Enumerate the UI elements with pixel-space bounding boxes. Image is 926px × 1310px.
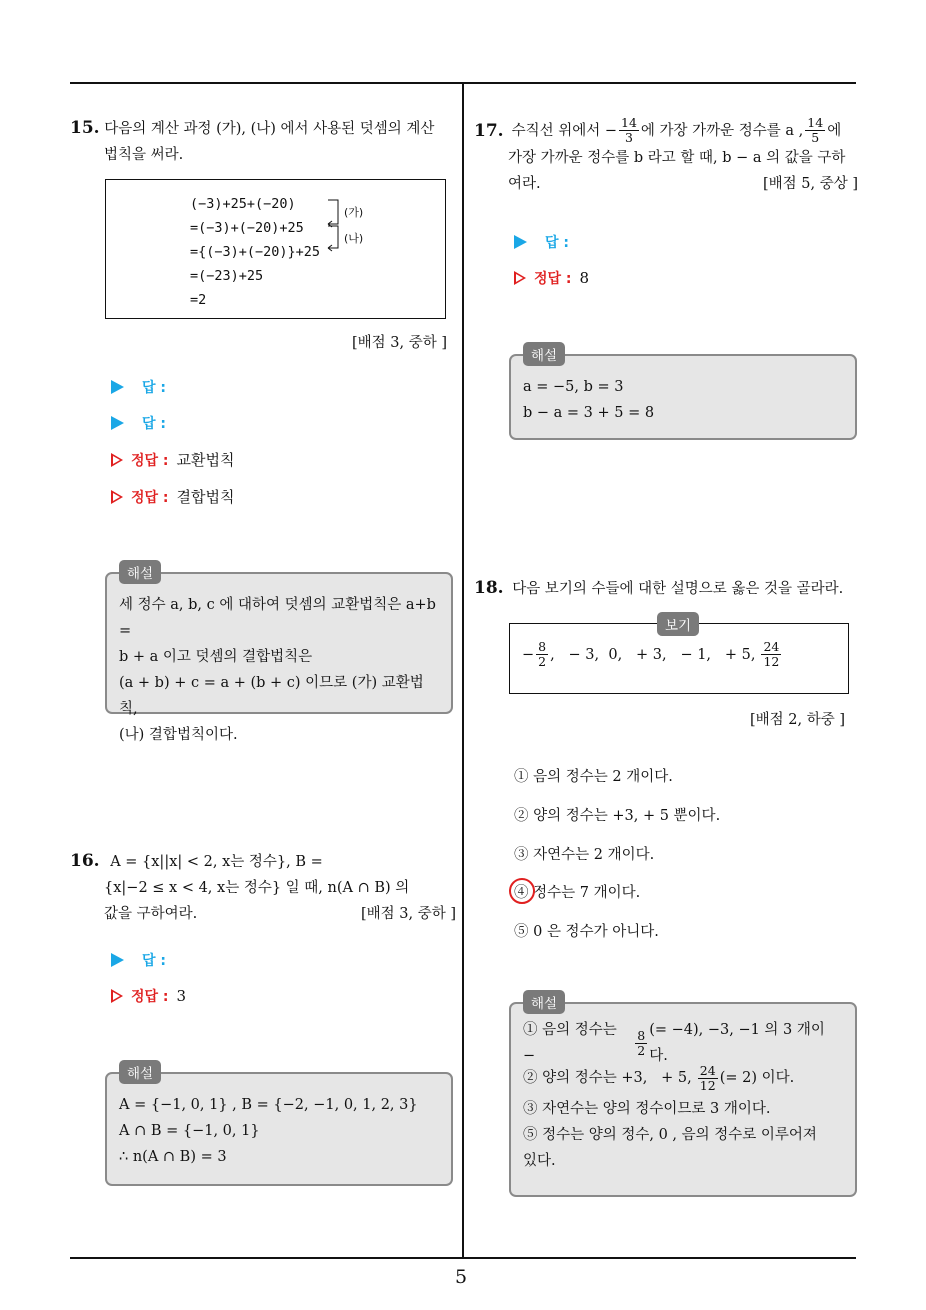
fraction-numerator: 8 (538, 639, 547, 654)
q16-text-line3: 값을 구하여라. (104, 906, 198, 922)
q16-score: [배점 3, 중하 ] (360, 906, 456, 922)
q17-question (474, 116, 858, 197)
page-number: 5 (455, 1266, 468, 1288)
calc-line: =(−23)+25 (190, 268, 264, 284)
correct-arrow-icon (111, 989, 123, 1003)
calc-line: =(−3)+(−20)+25 (190, 220, 304, 236)
q15-correct-row-1 (111, 449, 235, 470)
q18-question (474, 575, 864, 602)
q18-solution-tag: 해설 (523, 990, 565, 1014)
solution-line: A ∩ B = {−1, 0, 1} (119, 1123, 260, 1139)
q18-option-3[interactable]: ③ 자연수는 2 개이다. (514, 847, 655, 863)
fraction-numerator: 24 (699, 1062, 716, 1078)
q16-solution-tag: 해설 (119, 1060, 161, 1084)
solution-line: b + a 이고 덧셈의 결합법칙은 (119, 649, 313, 665)
calc-line: (−3)+25+(−20) (190, 196, 296, 212)
q16-number: 16. (70, 851, 100, 871)
q17-answer-row (514, 232, 569, 252)
solution-line: (a + b) + c = a + (b + c) 이므로 (가) 교환법칙, (119, 675, 424, 717)
solution-fraction-1 (635, 1029, 647, 1058)
correct-label: 정답 : (534, 271, 572, 287)
answer-label: 답 : (142, 953, 166, 969)
solution-line: a = −5, b = 3 (523, 379, 624, 395)
solution-line: 세 정수 a, b, c 에 대하여 덧셈의 교환법칙은 a+b = (119, 597, 436, 639)
calc-line: ={(−3)+(−20)}+25 (190, 244, 321, 260)
fraction-numerator: 14 (807, 115, 824, 130)
fraction-denominator: 2 (637, 1042, 646, 1058)
q18-option-1[interactable]: ① 음의 정수는 2 개이다. (514, 769, 673, 785)
solution-line: (나) 결합법칙이다. (119, 727, 238, 743)
fraction-denominator: 2 (538, 654, 547, 669)
correct-label: 정답 : (131, 452, 169, 469)
column-divider (462, 82, 464, 1258)
solution-line: b − a = 3 + 5 = 8 (523, 405, 655, 421)
q15-calc-lines (190, 192, 320, 312)
q18-option-4[interactable]: ④ 정수는 7 개이다. (514, 885, 641, 901)
correct-arrow-icon (514, 271, 526, 285)
q17-fraction-2 (805, 116, 825, 145)
solution-line: 있다. (523, 1153, 556, 1169)
q15-bracket-arrows (324, 198, 344, 258)
selected-answer-circle-icon (509, 878, 535, 904)
q15-label-ga: (가) (344, 206, 364, 219)
q15-answer-row-1 (111, 377, 166, 397)
solution-line: ∴ n(A ∩ B) = 3 (119, 1149, 227, 1165)
q16-solution-box (105, 1072, 453, 1186)
q17-text-line2: 가장 가까운 정수를 b 라고 할 때, b − a 의 값을 구하 (508, 150, 846, 166)
q17-solution-tag: 해설 (523, 342, 565, 366)
q15-text-line2: 법칙을 써라. (104, 147, 184, 163)
solution-line (523, 1022, 843, 1064)
solution-line-1b: (= −4), −3, −1 의 3 개이다. (649, 1022, 825, 1064)
answer-label: 답 : (142, 380, 166, 396)
bogi-middle-values: , − 3, 0, + 3, − 1, + 5, (550, 646, 756, 663)
answer-arrow-icon (111, 416, 124, 430)
q17-correct-answer: 8 (579, 269, 590, 287)
correct-arrow-icon (111, 490, 123, 504)
q18-bogi-tag: 보기 (657, 612, 699, 636)
q17-solution-box (509, 354, 857, 440)
q16-text-line1: A = {x||x| < 2, x는 정수}, B = (110, 854, 323, 870)
q15-correct-answer-2: 결합법칙 (176, 488, 235, 506)
q16-correct-row (111, 986, 186, 1006)
q18-option-5[interactable]: ⑤ 0 은 정수가 아니다. (514, 924, 659, 940)
q15-text-line1: 다음의 계산 과정 (가), (나) 에서 사용된 덧셈의 계산 (104, 121, 435, 137)
calc-line: =2 (190, 292, 207, 308)
answer-arrow-icon (111, 953, 124, 967)
q15-answer-row-2 (111, 413, 166, 433)
solution-line-1a: ① 음의 정수는 − (523, 1022, 617, 1064)
answer-arrow-icon (111, 380, 124, 394)
fraction-denominator: 12 (699, 1077, 716, 1093)
q17-fraction-1 (619, 116, 639, 145)
q18-solution-box (509, 1002, 857, 1197)
solution-line: A = {−1, 0, 1} , B = {−2, −1, 0, 1, 2, 3} (119, 1097, 418, 1113)
solution-fraction-2 (698, 1064, 718, 1093)
q15-solution-box (105, 572, 453, 743)
q18-score: [배점 2, 하중 ] (750, 712, 846, 728)
q15-solution-tag: 해설 (119, 560, 161, 584)
correct-label: 정답 : (131, 989, 169, 1005)
fraction-denominator: 12 (763, 654, 780, 669)
bogi-fraction-1 (536, 640, 548, 669)
q18-number: 18. (474, 578, 504, 598)
fraction-numerator: 14 (621, 115, 637, 130)
answer-label: 답 : (142, 416, 166, 432)
q18-option-2[interactable]: ② 양의 정수는 +3, + 5 뿐이다. (514, 808, 721, 824)
correct-arrow-icon (111, 453, 123, 467)
q15-score: [배점 3, 중하 ] (352, 335, 448, 351)
correct-label: 정답 : (131, 489, 169, 506)
fraction-numerator: 8 (637, 1027, 646, 1043)
answer-label: 답 : (545, 235, 569, 251)
q16-answer-row (111, 950, 166, 970)
q16-correct-answer: 3 (176, 987, 187, 1005)
fraction-denominator: 5 (811, 130, 820, 145)
q17-text-line3: 여라. (508, 176, 541, 192)
q15-number: 15. (70, 118, 100, 138)
q17-text-part1: 수직선 위에서 − (511, 122, 617, 139)
q16-text-line2: {x|−2 ≤ x < 4, x는 정수} 일 때, n(A ∩ B) 의 (104, 880, 410, 896)
solution-line-2b: (= 2) 이다. (719, 1070, 795, 1086)
q15-label-na: (나) (344, 232, 364, 245)
answer-arrow-icon (514, 235, 527, 249)
q17-score: [배점 5, 중상 ] (762, 176, 858, 192)
q17-correct-row (514, 268, 589, 288)
solution-line: ⑤ 정수는 양의 정수, 0 , 음의 정수로 이루어져 (523, 1127, 817, 1143)
solution-line-2a: ② 양의 정수는 +3, + 5, (523, 1070, 692, 1086)
minus-sign: − (522, 646, 535, 663)
q15-correct-row-2 (111, 486, 235, 507)
q17-number: 17. (474, 120, 504, 141)
q17-text-part2: 에 가장 가까운 정수를 a , (640, 122, 804, 139)
q16-question (70, 848, 456, 927)
q18-text: 다음 보기의 수들에 대한 설명으로 옳은 것을 골라라. (512, 581, 844, 597)
fraction-denominator: 3 (624, 130, 633, 145)
q15-correct-answer-1: 교환법칙 (176, 451, 235, 469)
q15-calc-box (105, 179, 446, 319)
q17-text-part3: 에 (827, 122, 842, 139)
solution-line: ③ 자연수는 양의 정수이므로 3 개이다. (523, 1101, 771, 1117)
q18-bogi-content (522, 640, 783, 669)
fraction-numerator: 24 (763, 639, 780, 654)
q15-question (70, 115, 460, 168)
bogi-fraction-2 (761, 640, 781, 669)
